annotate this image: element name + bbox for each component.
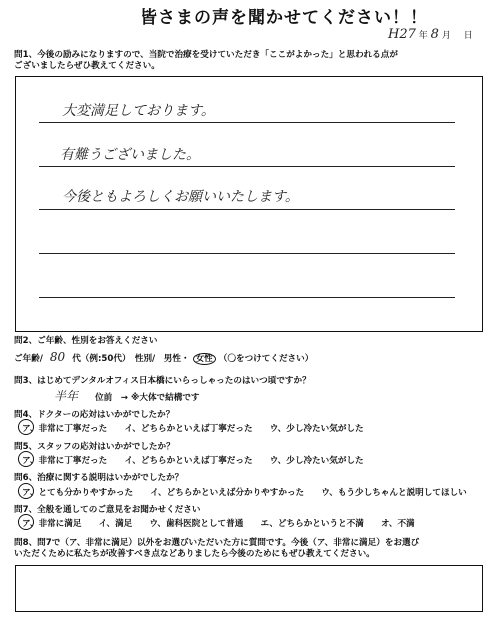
q5-selected-circle xyxy=(18,451,34,467)
date-month-label: 月 xyxy=(441,31,451,41)
q6-selected-circle xyxy=(18,483,34,499)
answer-line-2 xyxy=(39,166,455,167)
q5-options[interactable]: ア、非常に丁寧だった イ、どちらかといえば丁寧だった ウ、少し冷たい気がした xyxy=(22,456,364,466)
q2-age-suffix: 代（例:50代） 性別/ 男性・ xyxy=(72,354,190,364)
q2-age-value[interactable]: 80 xyxy=(49,350,66,364)
q1-line1: 問1、今後の励みになりますので、当院で治療を受けていただき「ここがよかった」と思われる点が xyxy=(14,50,398,60)
q7-options[interactable]: ア、非常に満足 イ、満足 ウ、歯科医院として普通 エ、どちらかというと不満 オ、不満 xyxy=(22,519,415,529)
q1-answer-1: 大変満足しております。 xyxy=(62,103,215,119)
date-era-year[interactable]: H27 xyxy=(388,27,416,42)
date-year-label: 年 xyxy=(418,31,428,41)
q3-answer-row xyxy=(54,387,200,404)
q5-text: 問5、スタッフの応対はいかがでしたか？ xyxy=(14,442,175,452)
q2-text: 問2、ご年齢、性別をお答えください xyxy=(14,336,158,346)
date-day-label: 日 xyxy=(463,31,473,41)
q8-line1: 問8、問7で（ア、非常に満足）以外をお選びいただいた方に質問です。今後（ア、非常に満足）をお選び xyxy=(14,538,420,548)
q2-female-circled[interactable]: 女性 xyxy=(193,353,216,365)
q4-options[interactable]: ア、非常に丁寧だった イ、どちらかといえば丁寧だった ウ、少し冷たい気がした xyxy=(22,424,364,434)
q2-age-prefix: ご年齢/ xyxy=(14,354,43,364)
q2-note: （〇をつけてください） xyxy=(218,354,314,364)
q1-text xyxy=(14,50,398,72)
q6-text: 問6、治療に関する説明はいかがでしたか？ xyxy=(14,473,184,483)
q3-answer-value[interactable]: 半年 xyxy=(54,389,79,403)
q3-text: 問3、はじめてデンタルオフィス日本橋にいらっしゃったのはいつ頃ですか？ xyxy=(14,376,311,386)
q1-line2: ございましたらぜひ教えてください。 xyxy=(14,61,160,71)
q7-selected-circle xyxy=(18,514,34,530)
q6-options[interactable]: ア、とても分かりやすかった イ、どちらかといえば分かりやすかった ウ、もう少しちゃんと説明してほしい xyxy=(22,488,467,498)
answer-line-1 xyxy=(39,122,455,123)
q8-text xyxy=(14,538,419,560)
q2-answer-row xyxy=(14,350,313,365)
q7-text: 問7、全般を通してのご意見をお聞かせください xyxy=(14,505,201,515)
answer-line-4 xyxy=(39,253,455,254)
q4-text: 問4、ドクターの応対はいかがでしたか？ xyxy=(14,410,175,420)
survey-title: 皆さまの声を聞かせてください！！ xyxy=(140,8,428,28)
date-field xyxy=(388,27,473,42)
q1-answer-2: 有難うございました。 xyxy=(60,147,200,163)
q4-selected-circle xyxy=(18,419,34,435)
q1-answer-3: 今後ともよろしくお願いいたします。 xyxy=(62,189,299,205)
date-month[interactable]: 8 xyxy=(430,27,439,42)
q8-line2: いただくために私たちが改善すべき点などありましたら今後のためにもぜひ教えてください。 xyxy=(14,549,375,559)
answer-line-3 xyxy=(39,209,455,210)
q8-answer-box[interactable] xyxy=(15,565,483,612)
q3-answer-suffix: 位前 → ※大体で結構です xyxy=(95,393,200,403)
answer-line-5 xyxy=(39,297,455,298)
